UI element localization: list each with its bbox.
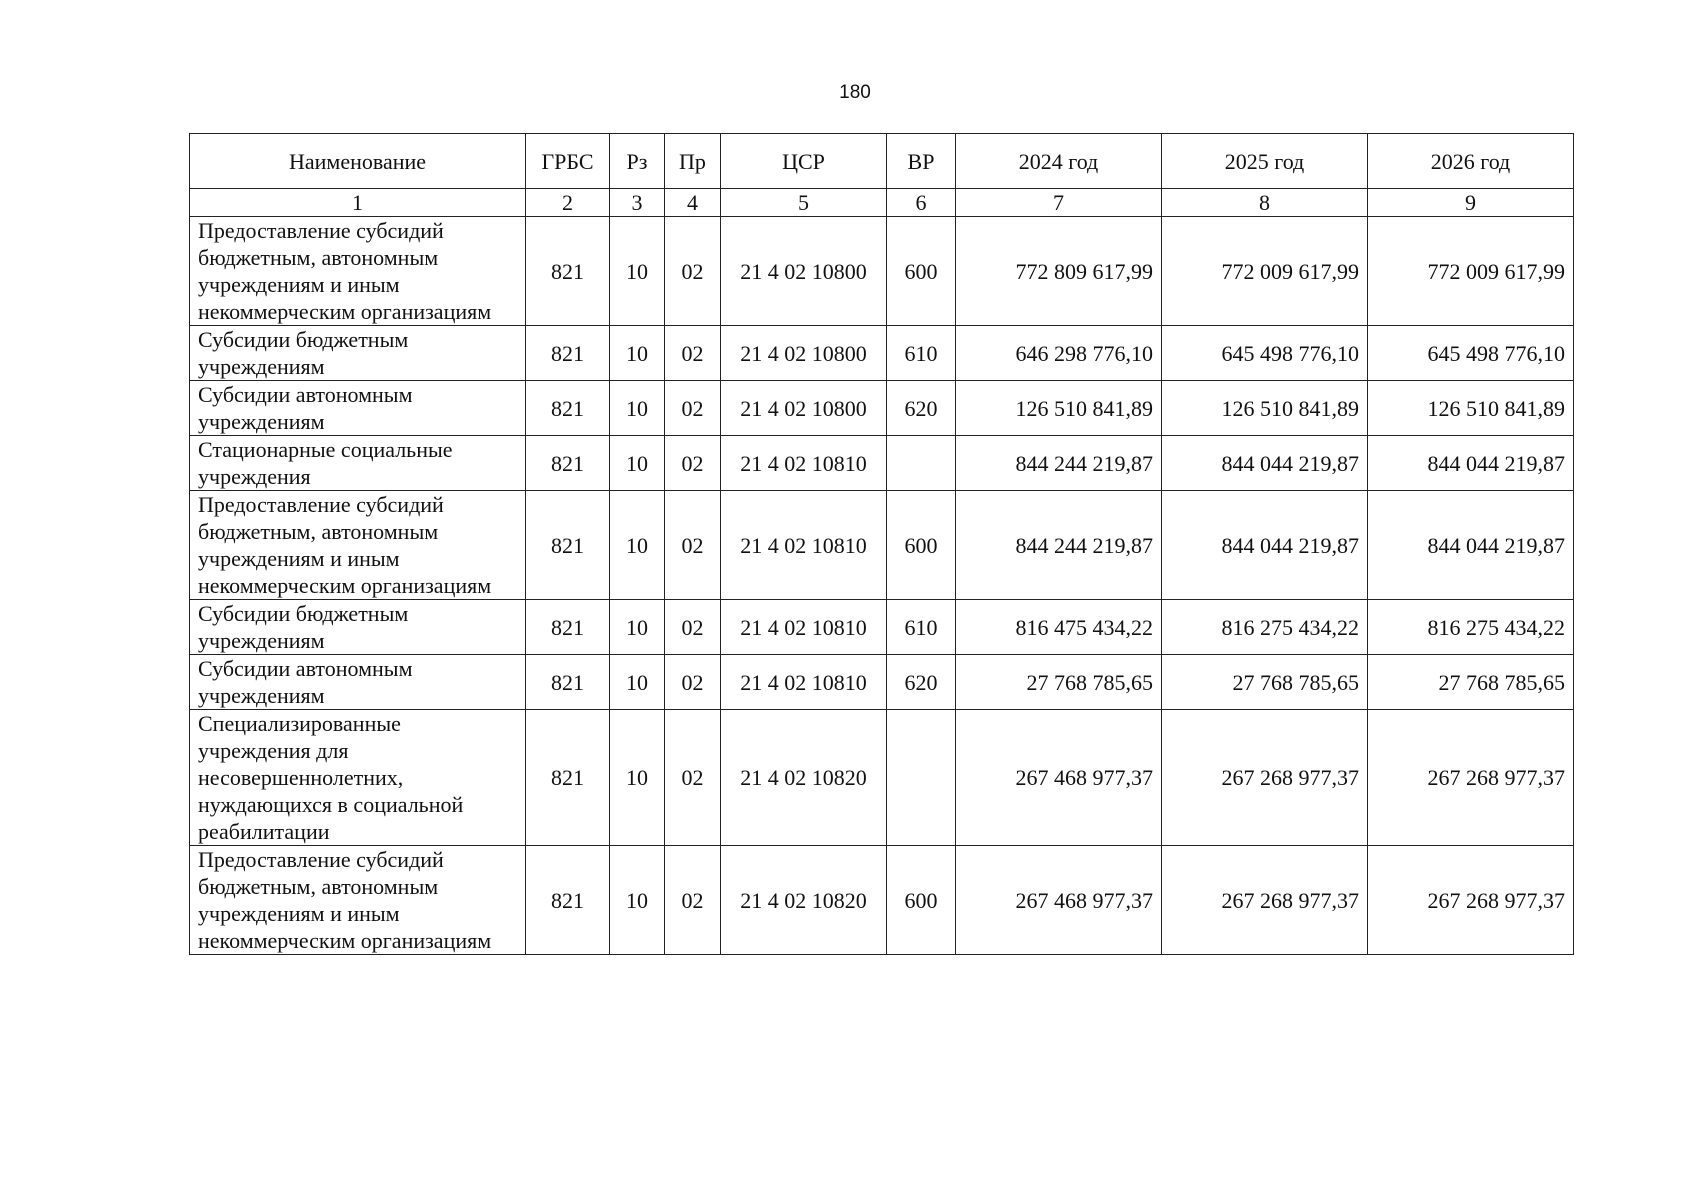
row-name: Предоставление субсидий бюджетным, автономным учреждениям и иным некоммерческим организациям xyxy=(190,217,526,326)
row-grbs: 821 xyxy=(526,491,610,600)
row-grbs: 821 xyxy=(526,600,610,655)
row-grbs: 821 xyxy=(526,710,610,846)
header-2024: 2024 год xyxy=(956,134,1162,189)
row-rz: 10 xyxy=(610,436,665,491)
row-pr: 02 xyxy=(665,436,721,491)
row-csr: 21 4 02 10810 xyxy=(721,655,887,710)
header-2025: 2025 год xyxy=(1162,134,1368,189)
row-grbs: 821 xyxy=(526,381,610,436)
row-pr: 02 xyxy=(665,326,721,381)
table-row xyxy=(190,846,1574,955)
row-grbs: 821 xyxy=(526,217,610,326)
row-pr: 02 xyxy=(665,600,721,655)
row-pr: 02 xyxy=(665,491,721,600)
row-amount-2026: 645 498 776,10 xyxy=(1368,326,1574,381)
header-rz: Рз xyxy=(610,134,665,189)
row-amount-2026: 267 268 977,37 xyxy=(1368,710,1574,846)
row-amount-2025: 267 268 977,37 xyxy=(1162,846,1368,955)
row-vr: 600 xyxy=(887,846,956,955)
page-number: 180 xyxy=(839,82,871,103)
header-pr: Пр xyxy=(665,134,721,189)
row-csr: 21 4 02 10800 xyxy=(721,381,887,436)
row-amount-2026: 267 268 977,37 xyxy=(1368,846,1574,955)
row-name: Субсидии автономным учреждениям xyxy=(190,381,526,436)
row-vr: 620 xyxy=(887,381,956,436)
row-csr: 21 4 02 10810 xyxy=(721,436,887,491)
column-number: 1 xyxy=(190,189,526,217)
row-amount-2026: 27 768 785,65 xyxy=(1368,655,1574,710)
row-amount-2025: 844 044 219,87 xyxy=(1162,491,1368,600)
row-pr: 02 xyxy=(665,381,721,436)
table-row xyxy=(190,600,1574,655)
table-row xyxy=(190,491,1574,600)
row-grbs: 821 xyxy=(526,436,610,491)
row-rz: 10 xyxy=(610,846,665,955)
row-amount-2024: 844 244 219,87 xyxy=(956,436,1162,491)
row-name: Предоставление субсидий бюджетным, автономным учреждениям и иным некоммерческим организациям xyxy=(190,846,526,955)
header-grbs: ГРБС xyxy=(526,134,610,189)
row-name: Стационарные социальные учреждения xyxy=(190,436,526,491)
row-csr: 21 4 02 10810 xyxy=(721,491,887,600)
row-rz: 10 xyxy=(610,600,665,655)
row-amount-2024: 844 244 219,87 xyxy=(956,491,1162,600)
row-csr: 21 4 02 10820 xyxy=(721,846,887,955)
table-row xyxy=(190,710,1574,846)
column-number: 9 xyxy=(1368,189,1574,217)
row-amount-2026: 772 009 617,99 xyxy=(1368,217,1574,326)
column-number: 7 xyxy=(956,189,1162,217)
row-vr: 600 xyxy=(887,491,956,600)
row-rz: 10 xyxy=(610,381,665,436)
row-pr: 02 xyxy=(665,846,721,955)
row-rz: 10 xyxy=(610,491,665,600)
row-name: Субсидии бюджетным учреждениям xyxy=(190,326,526,381)
row-csr: 21 4 02 10810 xyxy=(721,600,887,655)
row-name: Предоставление субсидий бюджетным, автономным учреждениям и иным некоммерческим организациям xyxy=(190,491,526,600)
row-pr: 02 xyxy=(665,710,721,846)
row-amount-2026: 844 044 219,87 xyxy=(1368,436,1574,491)
row-amount-2025: 267 268 977,37 xyxy=(1162,710,1368,846)
table-row xyxy=(190,217,1574,326)
row-vr: 610 xyxy=(887,600,956,655)
row-csr: 21 4 02 10800 xyxy=(721,326,887,381)
row-csr: 21 4 02 10800 xyxy=(721,217,887,326)
row-grbs: 821 xyxy=(526,846,610,955)
column-number: 2 xyxy=(526,189,610,217)
row-name: Субсидии бюджетным учреждениям xyxy=(190,600,526,655)
row-vr: 610 xyxy=(887,326,956,381)
table-row xyxy=(190,381,1574,436)
row-name: Специализированные учреждения для несовершеннолетних, нуждающихся в социальной реабилитации xyxy=(190,710,526,846)
row-amount-2026: 844 044 219,87 xyxy=(1368,491,1574,600)
row-amount-2024: 816 475 434,22 xyxy=(956,600,1162,655)
row-pr: 02 xyxy=(665,217,721,326)
row-amount-2025: 844 044 219,87 xyxy=(1162,436,1368,491)
row-amount-2024: 126 510 841,89 xyxy=(956,381,1162,436)
row-amount-2025: 645 498 776,10 xyxy=(1162,326,1368,381)
row-vr xyxy=(887,436,956,491)
row-amount-2026: 816 275 434,22 xyxy=(1368,600,1574,655)
header-csr: ЦСР xyxy=(721,134,887,189)
column-number: 5 xyxy=(721,189,887,217)
row-rz: 10 xyxy=(610,217,665,326)
column-number: 6 xyxy=(887,189,956,217)
row-name: Субсидии автономным учреждениям xyxy=(190,655,526,710)
row-grbs: 821 xyxy=(526,655,610,710)
row-grbs: 821 xyxy=(526,326,610,381)
header-vr: ВР xyxy=(887,134,956,189)
column-number-row xyxy=(190,189,1574,217)
budget-table xyxy=(189,133,1574,955)
row-amount-2026: 126 510 841,89 xyxy=(1368,381,1574,436)
header-row xyxy=(190,134,1574,189)
row-csr: 21 4 02 10820 xyxy=(721,710,887,846)
row-amount-2025: 772 009 617,99 xyxy=(1162,217,1368,326)
row-pr: 02 xyxy=(665,655,721,710)
row-amount-2024: 646 298 776,10 xyxy=(956,326,1162,381)
table-row xyxy=(190,655,1574,710)
row-amount-2024: 267 468 977,37 xyxy=(956,846,1162,955)
row-vr: 600 xyxy=(887,217,956,326)
row-amount-2025: 126 510 841,89 xyxy=(1162,381,1368,436)
row-amount-2024: 267 468 977,37 xyxy=(956,710,1162,846)
row-vr xyxy=(887,710,956,846)
row-amount-2024: 27 768 785,65 xyxy=(956,655,1162,710)
row-rz: 10 xyxy=(610,326,665,381)
column-number: 3 xyxy=(610,189,665,217)
column-number: 4 xyxy=(665,189,721,217)
row-rz: 10 xyxy=(610,710,665,846)
row-amount-2024: 772 809 617,99 xyxy=(956,217,1162,326)
column-number: 8 xyxy=(1162,189,1368,217)
row-amount-2025: 27 768 785,65 xyxy=(1162,655,1368,710)
header-2026: 2026 год xyxy=(1368,134,1574,189)
row-amount-2025: 816 275 434,22 xyxy=(1162,600,1368,655)
row-vr: 620 xyxy=(887,655,956,710)
table-row xyxy=(190,436,1574,491)
table-row xyxy=(190,326,1574,381)
row-rz: 10 xyxy=(610,655,665,710)
header-name: Наименование xyxy=(190,134,526,189)
